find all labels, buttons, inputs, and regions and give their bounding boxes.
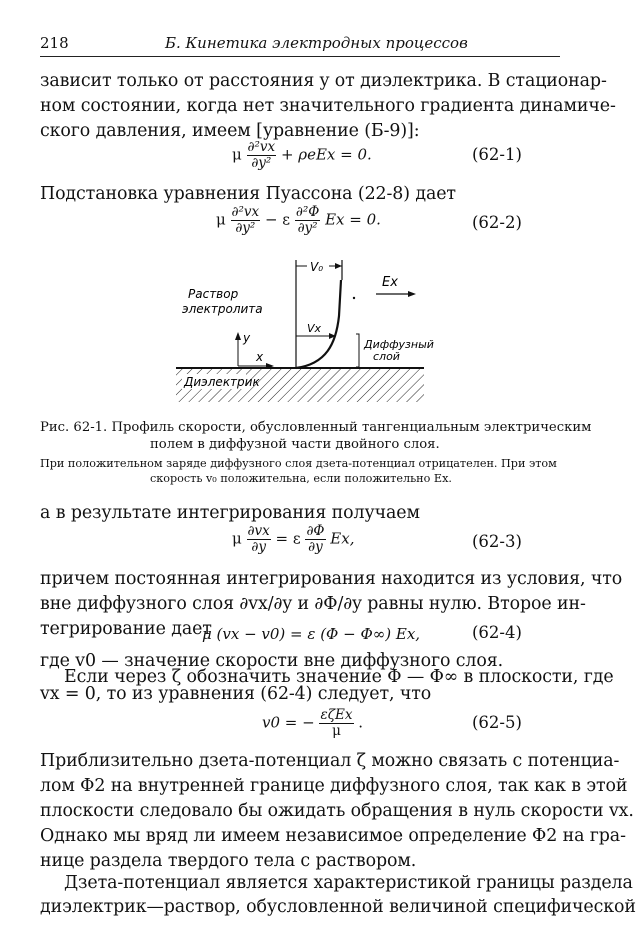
para5-line3: vx = 0, то из уравнения (62-4) следует, что <box>40 684 432 704</box>
page-number: 218 <box>40 34 69 52</box>
para6-line5: нице раздела твердого тела с раствором. <box>40 851 417 871</box>
eq2-fraction-2 <box>295 205 320 236</box>
profile-dot <box>353 297 355 299</box>
v0-label: V₀ <box>310 260 324 274</box>
eq1-fraction <box>247 140 277 171</box>
running-header <box>40 30 560 57</box>
caption-note2: скорость v₀ положительна, если положительно Ex. <box>150 472 452 485</box>
solution-label-1: Раствор <box>188 287 239 301</box>
para2: Подстановка уравнения Пуассона (22-8) дает <box>40 184 456 204</box>
v0-arrowhead <box>335 263 342 269</box>
eq2-num1: ∂²vx <box>231 204 260 220</box>
equation-62-1 <box>232 140 372 171</box>
eq3-mu: μ <box>232 529 242 548</box>
eq5-den: μ <box>332 723 341 739</box>
velocity-profile-figure <box>176 256 434 406</box>
eq2-mu: μ <box>216 210 226 229</box>
eq1-den: ∂y² <box>251 155 272 171</box>
para6-line3: плоскости следовало бы ожидать обращения в нуль скорости vx. <box>40 801 634 821</box>
para6-line1: Приблизительно дзета-потенциал ζ можно связать с потенциа- <box>40 751 620 771</box>
diffuse-label-1: Диффузный <box>364 338 434 351</box>
eq1-mu: μ <box>232 145 242 164</box>
equation-62-4: μ (vx − v0) = ε (Φ − Φ∞) Ex, <box>202 625 421 643</box>
eq2-den2: ∂y² <box>297 220 318 236</box>
equation-62-2 <box>216 205 381 236</box>
equation-number-62-3: (62-3) <box>472 532 522 551</box>
caption-line1: Рис. 62-1. Профиль скорости, обусловленный тангенциальным электрическим <box>40 420 592 435</box>
para1-line2: ном состоянии, когда нет значительного градиента динамиче- <box>40 96 616 116</box>
vx-label: Vx <box>307 322 322 335</box>
para3: а в результате интегрирования получаем <box>40 503 420 523</box>
para6-line2: лом Φ2 на внутренней границе диффузного слоя, так как в этой <box>40 776 628 796</box>
diffuse-layer-bracket <box>356 334 359 367</box>
eq2-rest: Ex = 0. <box>325 210 381 229</box>
x-axis-label: x <box>256 350 264 364</box>
eq2-den1: ∂y² <box>235 220 256 236</box>
eq3-rest: Ex, <box>330 529 355 548</box>
para7-line1: Дзета-потенциал является характеристикой границы раздела <box>64 873 633 893</box>
equation-62-5 <box>262 708 363 739</box>
eq5-rest: . <box>358 713 364 732</box>
para5-line2: Если через ζ обозначить значение Φ — Φ∞ в плоскости, где <box>64 667 614 687</box>
eq3-den2: ∂y <box>308 539 323 555</box>
y-axis-label: y <box>243 331 251 345</box>
equation-number-62-4: (62-4) <box>472 623 522 642</box>
solution-label-2: электролита <box>182 302 263 316</box>
eq2-minus: − ε <box>264 210 291 229</box>
para1-line3: ского давления, имеем [уравнение (Б-9)]: <box>40 121 420 141</box>
para4-line2: вне диффузного слоя ∂vx/∂y и ∂Φ/∂y равны нулю. Второе ин- <box>40 594 586 614</box>
eq3-fraction-1 <box>247 524 271 555</box>
para1-line1: зависит только от расстояния y от диэлектрика. В стационар- <box>40 71 607 91</box>
caption-line2: полем в диффузной части двойного слоя. <box>150 437 440 452</box>
eq5-num: εζEx <box>320 707 353 723</box>
eq3-equals: = ε <box>275 529 301 548</box>
eq1-rest: + ρeEx = 0. <box>280 145 372 164</box>
para6-line4: Однако мы вряд ли имеем независимое определение Φ2 на гра- <box>40 826 626 846</box>
dielectric-label: Диэлектрик <box>184 375 260 389</box>
caption-note1: При положительном заряде диффузного слоя дзета-потенциал отрицателен. При этом <box>40 457 557 470</box>
para4-line3: тегрирование дает <box>40 619 212 639</box>
eq2-fraction-1 <box>231 205 261 236</box>
diffuse-label-2: слой <box>373 350 400 363</box>
eq3-num1: ∂vx <box>247 523 270 539</box>
eq5-fraction <box>319 708 353 739</box>
eq3-den1: ∂y <box>251 539 266 555</box>
para7-line2: диэлектрик—раствор, обусловленной величиной специфической <box>40 897 636 917</box>
equation-number-62-1: (62-1) <box>472 145 522 164</box>
eq3-fraction-2 <box>305 524 325 555</box>
equation-62-3 <box>232 524 354 555</box>
equation-number-62-2: (62-2) <box>472 213 522 232</box>
eq3-num2: ∂Φ <box>306 523 325 539</box>
eq5-lhs: v0 = − <box>262 713 315 732</box>
ex-arrowhead <box>408 291 416 297</box>
equation-number-62-5: (62-5) <box>472 713 522 732</box>
running-title: Б. Кинетика электродных процессов <box>165 34 468 52</box>
ex-label: Ex <box>382 275 398 290</box>
para5-line1: где v0 — значение скорости вне диффузного слоя. <box>40 651 504 671</box>
eq1-num: ∂²vx <box>247 139 276 155</box>
y-axis-arrowhead <box>235 332 241 340</box>
eq2-num2: ∂²Φ <box>295 204 320 220</box>
para4-line1: причем постоянная интегрирования находится из условия, что <box>40 569 623 589</box>
